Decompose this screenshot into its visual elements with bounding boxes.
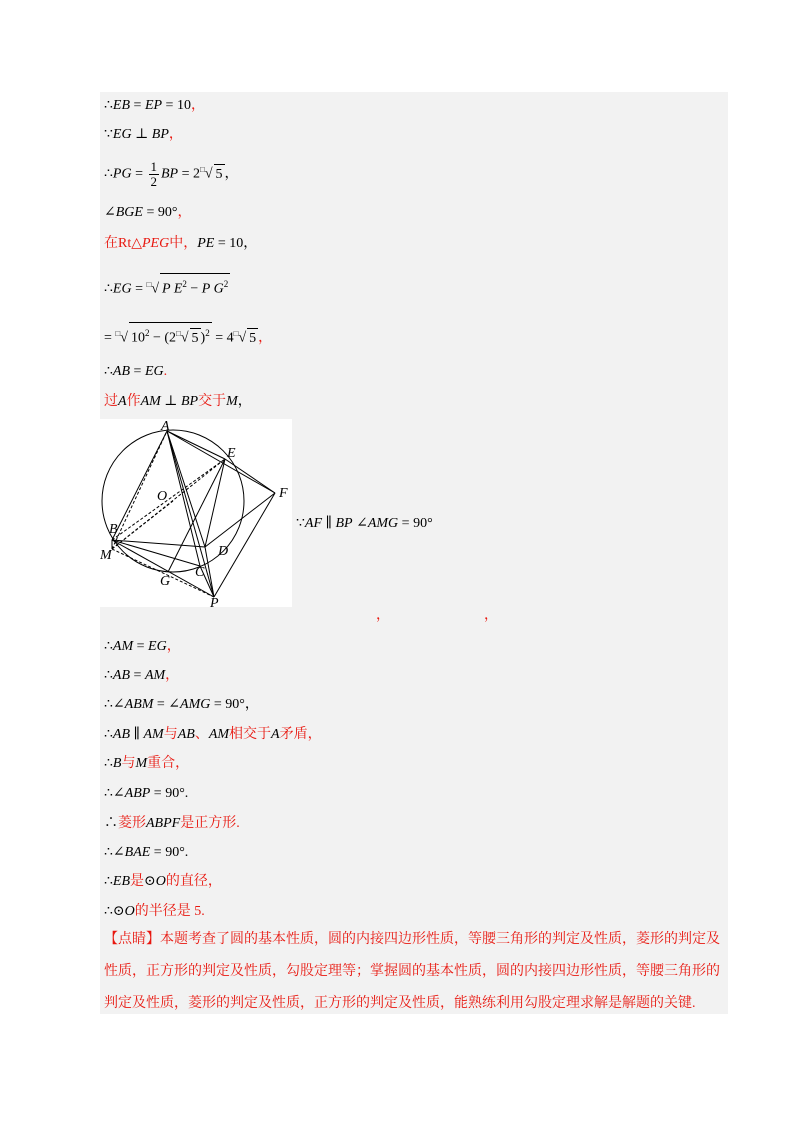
step-15: ∴∠ABP = 90°.	[104, 786, 189, 801]
label-f: F	[279, 486, 288, 501]
label-d: D	[218, 544, 229, 559]
segment-ad	[167, 431, 205, 547]
step-12: ∴∠ABM = ∠AMG = 90°，	[104, 697, 259, 712]
solution-panel	[100, 92, 728, 1014]
label-m: M	[100, 548, 112, 563]
label-b: B	[109, 522, 118, 537]
step-10: ∴AM = EG，	[104, 639, 181, 654]
comment-line-3: 判定及性质，菱形的判定及性质，正方形的判定及性质，能熟练利用勾股定理求解是解题的关键.	[104, 996, 696, 1011]
label-g: G	[160, 574, 171, 589]
step-17: ∴∠BAE = 90°.	[104, 845, 189, 860]
step-19: ∴⊙O的半径是 5.	[104, 904, 205, 919]
segment-ab	[112, 431, 167, 540]
step-6: ∴EG = □√ P $E^2 - P$ $G^2$	[104, 273, 230, 300]
comma-1: ，	[376, 608, 390, 623]
dashed-be	[112, 459, 225, 540]
segment-af	[167, 431, 275, 493]
step-14: ∴B与M重合，	[104, 756, 190, 771]
step-5: 在Rt△PEG中，PE = 10，	[104, 236, 258, 251]
label-e: E	[227, 446, 236, 461]
step-11: ∴AB = AM，	[104, 668, 180, 683]
comma-2: ，	[484, 608, 498, 623]
geometry-diagram	[100, 419, 292, 607]
segment-ef	[225, 459, 275, 493]
geometry-figure	[100, 419, 292, 607]
segment-ge	[168, 459, 225, 572]
comment-paragraph	[104, 924, 726, 1020]
step-9: 过A作AM ⊥ BP交于M，	[104, 394, 252, 409]
step-16: ∴菱形ABPF是正方形.	[104, 816, 240, 831]
segment-dp	[205, 547, 214, 597]
label-a: A	[161, 419, 170, 434]
step-2: ∵EG ⊥ BP，	[104, 127, 183, 142]
fraction-half: $\frac{1}{2}$	[150, 159, 157, 189]
step-3: ∴PG = $\frac{1}{2}$ BP = 2□√ 5 ，	[104, 159, 239, 189]
step-13: ∴AB ∥ AM与AB、AM相交于A矛盾，	[104, 727, 322, 742]
step-1: ∴EB = EP = 10，	[104, 98, 205, 113]
step-parallel: ∵AF ∥ BP ∠AMG = 90°	[296, 516, 433, 531]
label-p: P	[210, 596, 219, 607]
label-o: O	[157, 489, 168, 504]
comment-line-2: 性质，正方形的判定及性质，勾股定理等；掌握圆的基本性质，圆的内接四边形性质，等腰三角形的	[104, 964, 720, 979]
step-8: ∴AB = EG.	[104, 364, 168, 379]
step-7: = □√ $10^2$ − (2□√ 5 )$^2$ = 4□√ 5 ，	[104, 322, 272, 349]
comment-line-1: 【点睛】本题考查了圆的基本性质，圆的内接四边形性质，等腰三角形的判定及性质，菱形的判定及	[104, 932, 720, 947]
step-18: ∴EB是⊙O的直径，	[104, 874, 222, 889]
label-c: C	[195, 565, 205, 580]
step-4: ∠BGE = 90°，	[104, 205, 192, 220]
segment-bd	[112, 540, 205, 547]
